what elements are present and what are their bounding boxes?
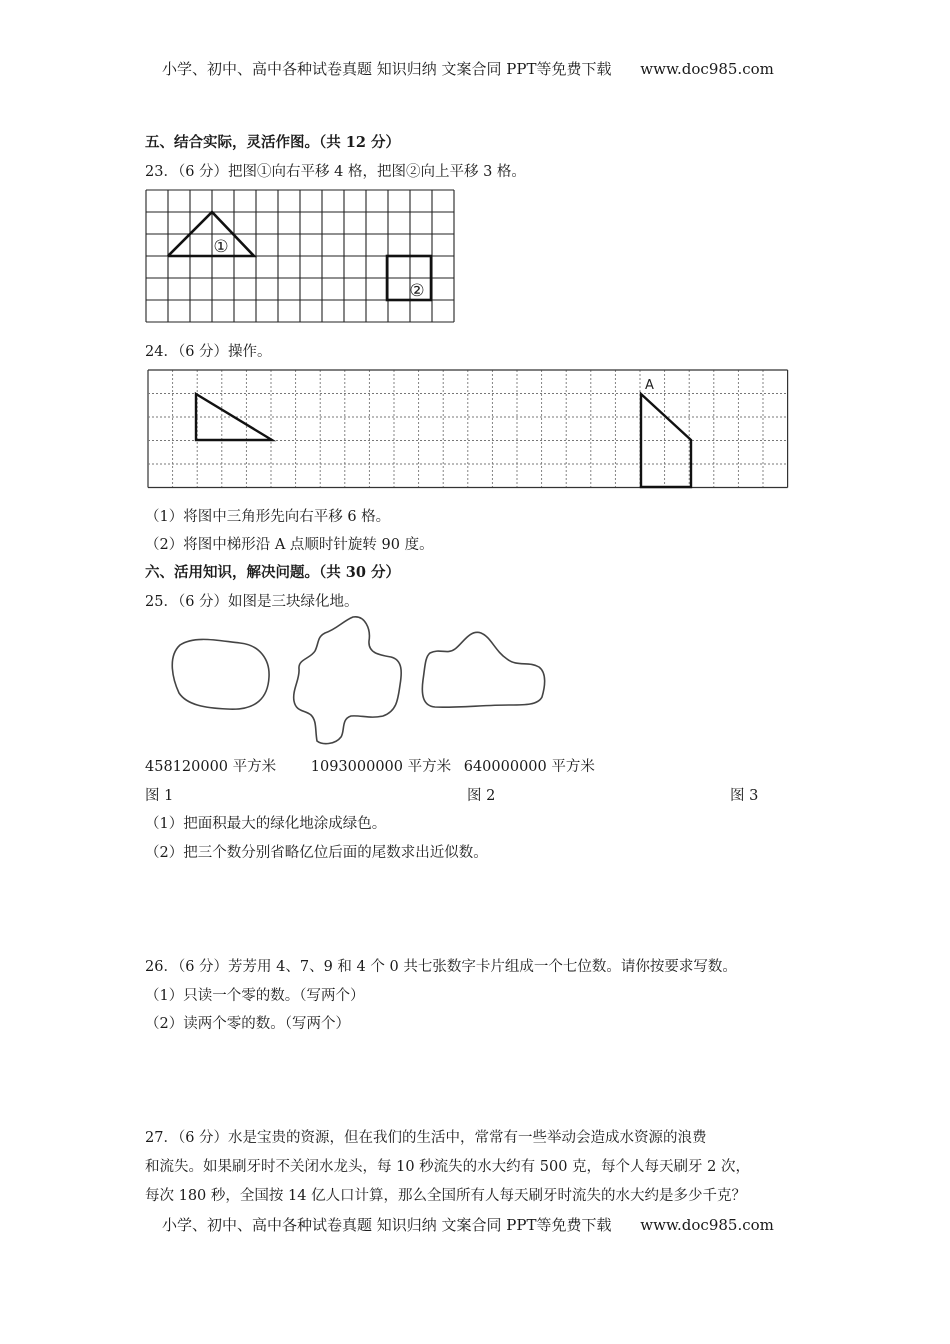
area2-value: 1093000000 平方米 xyxy=(310,759,452,775)
page-footer xyxy=(162,1214,774,1235)
fig3-label: 图 3 xyxy=(730,788,759,804)
page-header xyxy=(162,58,774,79)
green-area-3 xyxy=(422,632,544,707)
q23-grid-figure xyxy=(146,190,454,326)
area3-value: 640000000 平方米 xyxy=(463,759,595,775)
shape2-label: ② xyxy=(409,281,425,301)
header-text: 小学、初中、高中各种试卷真题 知识归纳 文案合同 PPT等免费下载 xyxy=(162,60,612,78)
q25-text: 25．（6 分）如图是三块绿化地。 xyxy=(145,594,359,610)
point-a-label: A xyxy=(645,378,654,393)
area-values-row xyxy=(145,755,595,776)
area1-value: 458120000 平方米 xyxy=(145,759,277,775)
green-area-1 xyxy=(172,639,269,709)
footer-text: 小学、初中、高中各种试卷真题 知识归纳 文案合同 PPT等免费下载 xyxy=(162,1216,612,1234)
shape1-label: ① xyxy=(213,237,229,257)
q27-line1: 27．（6 分）水是宝贵的资源，但在我们的生活中，常常有一些举动会造成水资源的浪费 xyxy=(145,1130,707,1146)
section6-title: 六、活用知识，解决问题。（共 30 分） xyxy=(145,564,401,581)
q26-sub1: （1）只读一个零的数。（写两个） xyxy=(145,988,365,1004)
section5-title: 五、结合实际，灵活作图。（共 12 分） xyxy=(145,134,401,151)
fig2-label: 图 2 xyxy=(467,788,496,804)
q24-text: 24．（6 分）操作。 xyxy=(145,344,272,360)
q27-line2: 和流失。如果刷牙时不关闭水龙头，每 10 秒流失的水大约有 500 克，每个人每天刷牙 2 次， xyxy=(145,1159,751,1175)
q25-green-areas xyxy=(165,615,555,750)
q25-sub2: （2）把三个数分别省略亿位后面的尾数求出近似数。 xyxy=(145,845,488,861)
q27-line3: 每次 180 秒，全国按 14 亿人口计算，那么全国所有人每天刷牙时流失的水大约是多少千克？ xyxy=(145,1188,747,1204)
fig1-label: 图 1 xyxy=(145,788,174,804)
q24-sub2: （2）将图中梯形沿 A 点顺时针旋转 90 度。 xyxy=(145,537,434,553)
green-area-2 xyxy=(294,617,402,744)
q26-sub2: （2）读两个零的数。（写两个） xyxy=(145,1016,350,1032)
q26-text: 26．（6 分）芳芳用 4、7、9 和 4 个 0 共七张数字卡片组成一个七位数。请你按要求写数。 xyxy=(145,959,737,975)
footer-url[interactable]: www.doc985.com xyxy=(640,1216,774,1234)
header-url[interactable]: www.doc985.com xyxy=(640,60,774,78)
q24-sub1: （1）将图中三角形先向右平移 6 格。 xyxy=(145,509,391,525)
q25-sub1: （1）把面积最大的绿化地涂成绿色。 xyxy=(145,816,387,832)
q23-text: 23．（6 分）把图①向右平移 4 格，把图②向上平移 3 格。 xyxy=(145,164,526,180)
q24-grid-figure xyxy=(148,370,798,490)
